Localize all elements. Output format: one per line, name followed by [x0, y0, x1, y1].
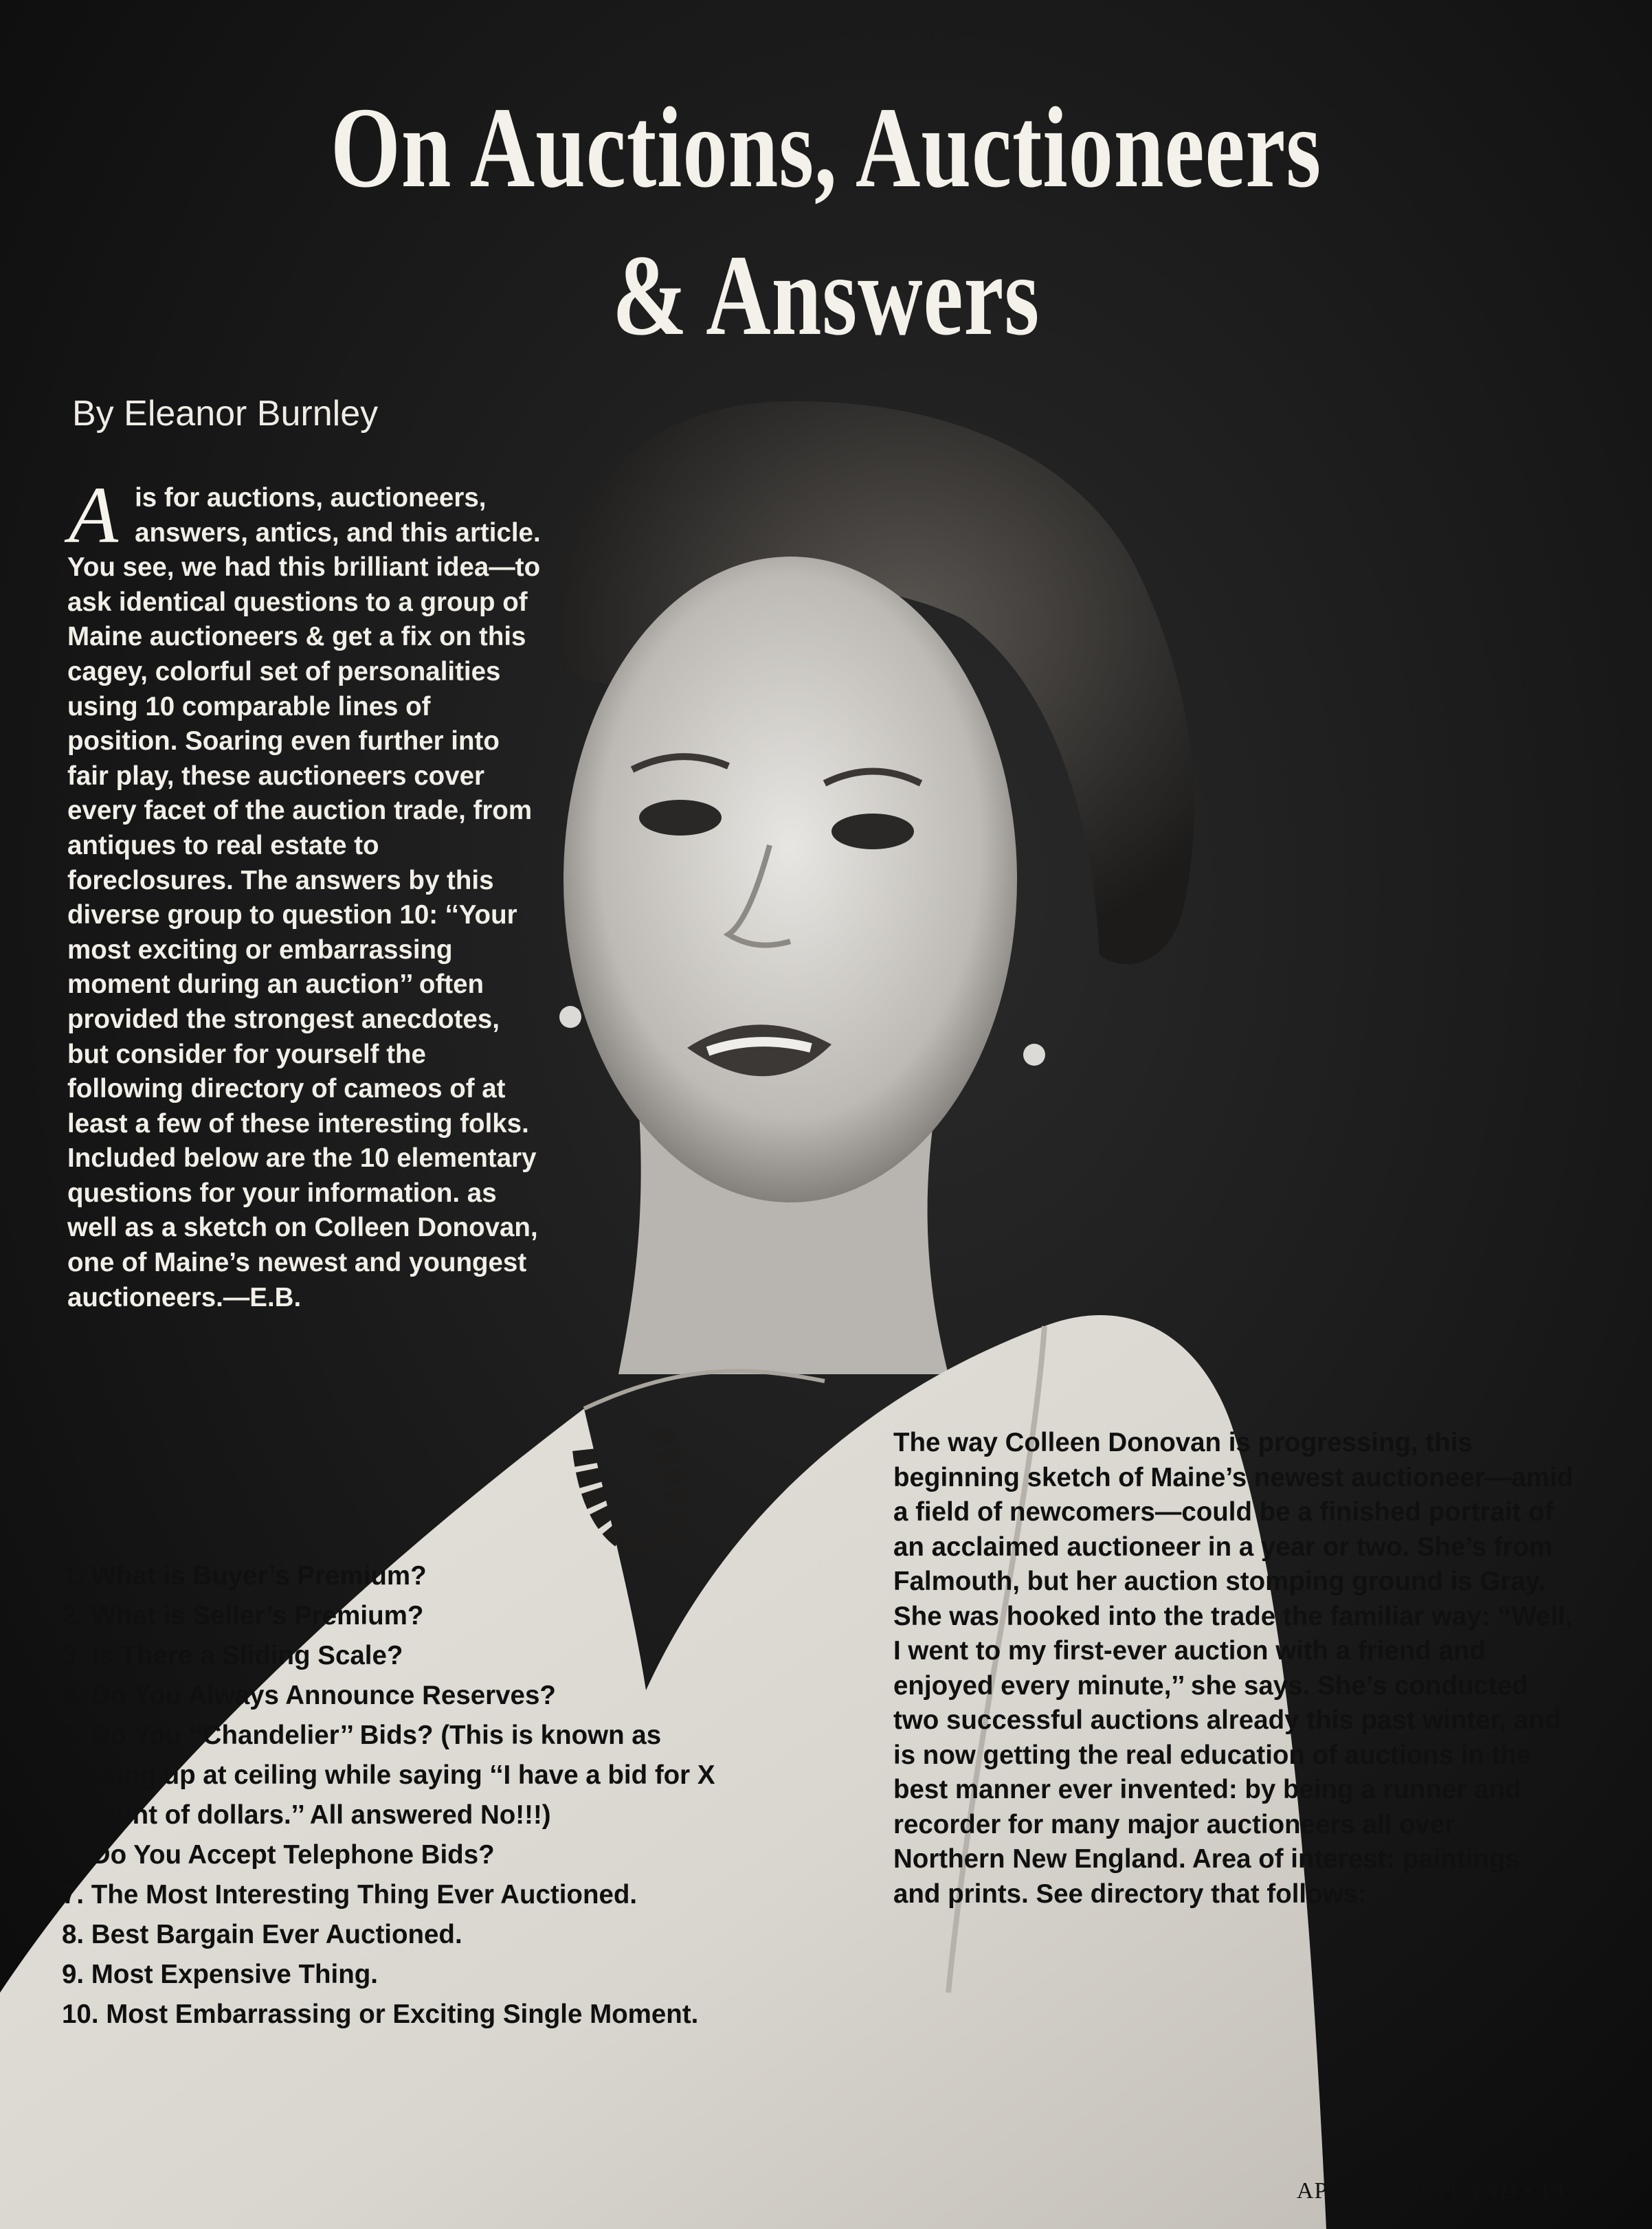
title-line-2: & Answers	[612, 232, 1040, 359]
donovan-sketch-paragraph: The way Colleen Donovan is progressing, this beginning sketch of Maine’s newest auctioneer—amid a field of newcomers—could be a finished portrait of an acclaimed auctioneer in a year or two. She’s from Falmouth, but her auction stomping ground is Gray. She was hooked into the trade the familiar way: ‘‘Well, I went to my first-ever auction with a friend and enjoyed every minute,’’ she says. She’s conducted two successful auctions already this past winter, and is now getting the real education of auctions in the best manner ever invented: by being a runner and recorder for many major auctioneers all over Northern New England. Area of interest: paintings and prints. See directory that follows:	[893, 1428, 1574, 1909]
question-item: 1. What is Buyer’s Premium?	[62, 1561, 427, 1591]
intro-text: is for auctions, auctioneers, answers, antics, and this article. You see, we had this brilliant idea—to ask identical questions to a group of Maine auctioneers & get a fix on this cagey, colorful set of personalities using 10 comparable lines of position. Soaring even further into fair play, these auctioneers cover every facet of the auction trade, from antiques to real estate to foreclosures. The answers by this diverse group to question 10: ‘‘Your most exciting or embarrassing moment during an auction’’ often provided the strongest anecdotes, but consider for yourself the following directory of cameos of at least a few of these interesting folks. Included below are the 10 elementary questions for your information. as well as a sketch on Colleen Donovan, one of Maine’s newest and youngest auctioneers.—E.B.	[67, 483, 541, 1312]
question-item: 7. The Most Interesting Thing Ever Auctioned.	[62, 1880, 638, 1909]
question-item: 9. Most Expensive Thing.	[62, 1960, 378, 1989]
byline: By Eleanor Burnley	[72, 394, 379, 434]
question-list	[62, 1556, 749, 2035]
question-item: 2. What is Seller’s Premium?	[62, 1601, 424, 1631]
question-item: 10. Most Embarrassing or Exciting Single Moment.	[62, 2000, 699, 2029]
question-item: 8. Best Bargain Ever Auctioned.	[62, 1920, 462, 1949]
question-item: 5. Do You ‘‘Chandelier’’ Bids? (This is known as looking up at ceiling while saying ‘‘I have a bid for X amount of dollars.’’ All answered No!!!)	[62, 1721, 715, 1830]
question-item: 4. Do You Always Announce Reserves?	[62, 1681, 556, 1710]
question-item: 3. Is There a Sliding Scale?	[62, 1641, 403, 1670]
title-line-1: On Auctions, Auctioneers	[330, 84, 1322, 212]
page-folio: APRIL • PORTLAND • 19	[1296, 2178, 1564, 2204]
question-item: 6. Do You Accept Telephone Bids?	[62, 1840, 495, 1870]
intro-paragraph	[67, 470, 542, 1315]
drop-cap: A	[69, 470, 119, 560]
